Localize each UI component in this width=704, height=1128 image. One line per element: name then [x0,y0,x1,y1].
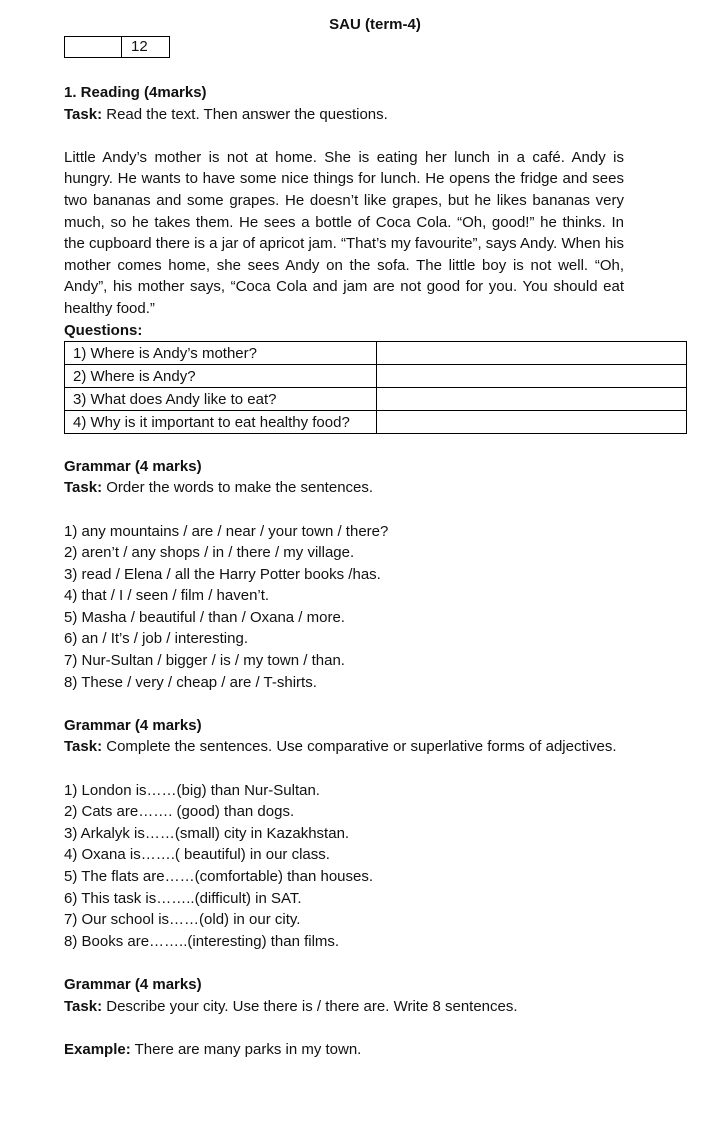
list-item: 1) any mountains / are / near / your town / there? [64,522,389,540]
grammar1-list [64,521,687,694]
grammar2-list [64,780,687,953]
list-item: 4) Oxana is…….( beautiful) in our class. [64,846,330,864]
grammar1-task-text: Order the words to make the sentences. [102,479,374,497]
reading-passage: Little Andy’s mother is not at home. She is eating her lunch in a café. Andy is hungry. He wants to have some nice things for lunch. He opens the fridge and sees two bananas and some grapes. He doesn’t like grapes, but he likes bananas very much, so he takes them. He sees a bottle of Coca Cola. “Oh, good!” he thinks. In the cupboard there is a jar of apricot jam. “That’s my favourite”, says Andy. When his mother comes home, she sees Andy on the sofa. The little boy is not well. “Oh, Andy”, his mother says, “Coca Cola and jam are not good for you. You should eat healthy food.” [64,148,624,317]
grammar2-heading: Grammar (4 marks) [64,716,202,734]
list-item: 8) These / very / cheap / are / T-shirts. [64,673,317,691]
example-text: There are many parks in my town. [130,1040,362,1058]
table-row [65,388,687,411]
list-item: 7) Nur-Sultan / bigger / is / my town / than. [64,652,345,670]
list-item: 5) Masha / beautiful / than / Oxana / more. [64,608,345,626]
list-item: 7) Our school is……(old) in our city. [64,911,301,929]
example-label: Example: [64,1040,131,1058]
list-item: 1) London is……(big) than Nur-Sultan. [64,781,320,799]
answer-cell[interactable] [377,365,687,388]
answer-cell[interactable] [377,388,687,411]
list-item: 5) The flats are……(comfortable) than houses. [64,868,374,885]
answer-cell[interactable] [377,342,687,365]
page-title: SAU (term-4) [329,16,421,33]
grammar1-task [64,477,687,499]
list-item: 2) Cats are……. (good) than dogs. [64,803,295,821]
list-item: 3) Arkalyk is……(small) city in Kazakhstan. [64,824,350,842]
table-row [65,342,687,365]
reading-heading: 1. Reading (4marks) [64,84,207,101]
reading-task [64,104,687,126]
reading-task-text: Read the text. Then answer the questions. [102,105,388,123]
reading-task-label: Task: [64,105,103,123]
list-item: 8) Books are……..(interesting) than films. [64,932,340,950]
questions-table [64,341,687,434]
grammar2-task-text: Complete the sentences. Use comparative or superlative forms of adjectives. [102,738,617,756]
list-item: 6) This task is……..(difficult) in SAT. [64,889,302,907]
answer-cell[interactable] [377,411,687,434]
question-cell: 4) Why is it important to eat healthy food? [65,411,377,434]
list-item: 2) aren’t / any shops / in / there / my village. [64,544,355,562]
table-row [65,411,687,434]
grammar3-heading: Grammar (4 marks) [64,975,202,993]
score-box-value: 12 [131,38,148,55]
grammar3-task [64,996,687,1018]
grammar3-task-text: Describe your city. Use there is / there are. Write 8 sentences. [102,997,518,1015]
table-row [65,365,687,388]
questions-label: Questions: [64,321,143,339]
question-cell: 3) What does Andy like to eat? [65,388,377,411]
grammar3-example [64,1039,687,1061]
list-item: 3) read / Elena / all the Harry Potter books /has. [64,565,381,583]
grammar1-heading: Grammar (4 marks) [64,457,202,475]
question-cell: 1) Where is Andy’s mother? [65,342,377,365]
grammar1-task-label: Task: [64,479,103,497]
grammar2-task [64,736,624,758]
grammar2-task-label: Task: [64,738,103,756]
list-item: 6) an / It’s / job / interesting. [64,630,248,648]
score-box [64,36,170,58]
list-item: 4) that / I / seen / film / haven’t. [64,587,270,605]
question-cell: 2) Where is Andy? [65,365,377,388]
worksheet-page [64,14,687,1060]
grammar3-task-label: Task: [64,997,103,1015]
score-box-blank-cell[interactable] [65,37,122,57]
